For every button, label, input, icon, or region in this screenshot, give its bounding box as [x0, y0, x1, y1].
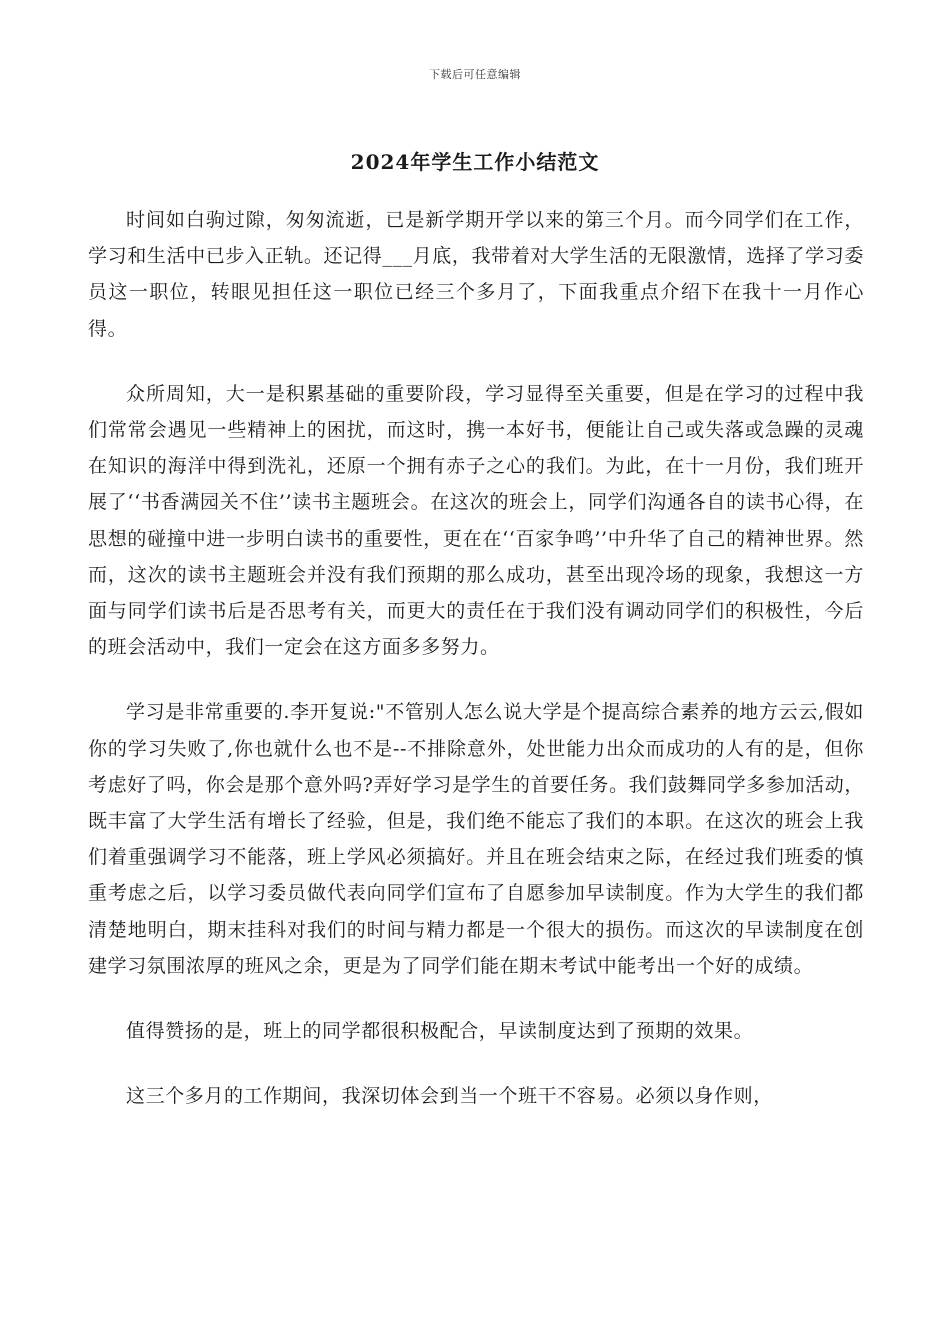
document-title: 2024年学生工作小结范文	[350, 150, 600, 174]
paragraph-2: 众所周知，大一是积累基础的重要阶段，学习显得至关重要，但是在学习的过程中我们常常会遇见一些精神上的困扰，而这时，携一本好书，便能让自己或失落或急躁的灵魂在知识的海洋中得到洗礼，还原一个拥有赤子之心的我们。为此，在十一月份，我们班开展了‘‘书香满园关不住’’读书主题班会。在这次的班会上，同学们沟通各自的读书心得，在思想的碰撞中进一步明白读书的重要性，更在在‘‘百家争鸣’’中升华了自己的精神世界。然而，这次的读书主题班会并没有我们预期的那么成功，甚至出现冷场的现象，我想这一方面与同学们读书后是否思考有关，而更大的责任在于我们没有调动同学们的积极性，今后的班会活动中，我们一定会在这方面多多努力。	[88, 382, 864, 659]
paragraph-1: 时间如白驹过隙，匆匆流逝，已是新学期开学以来的第三个月。而今同学们在工作，学习和生活中已步入正轨。还记得___月底，我带着对大学生活的无限激情，选择了学习委员这一职位，转眼见担任这一职位已经三个多月了，下面我重点介绍下在我十一月作心得。	[88, 209, 864, 340]
paragraph-5: 这三个多月的工作期间，我深切体会到当一个班干不容易。必须以身作则，	[126, 1085, 773, 1108]
paragraph-4: 值得赞扬的是，班上的同学都很积极配合，早读制度达到了预期的效果。	[126, 1020, 754, 1043]
document-body	[88, 202, 864, 1143]
header-note: 下载后可任意编辑	[429, 68, 521, 81]
paragraph-3: 学习是非常重要的.李开复说:"不管别人怎么说大学是个提高综合素养的地方云云,假如你的学习失败了,你也就什么也不是--不排除意外，处世能力出众而成功的人有的是，但你考虑好了吗，你会是那个意外吗?弄好学习是学生的首要任务。我们鼓舞同学多参加活动，既丰富了大学生活有增长了经验，但是，我们绝不能忘了我们的本职。在这次的班会上我们着重强调学习不能落，班上学风必须搞好。并且在班会结束之际，在经过我们班委的慎重考虑之后，以学习委员做代表向同学们宣布了自愿参加早读制度。作为大学生的我们都清楚地明白，期末挂科对我们的时间与精力都是一个很大的损伤。而这次的早读制度在创建学习氛围浓厚的班风之余，更是为了同学们能在期末考试中能考出一个好的成绩。	[88, 701, 864, 977]
